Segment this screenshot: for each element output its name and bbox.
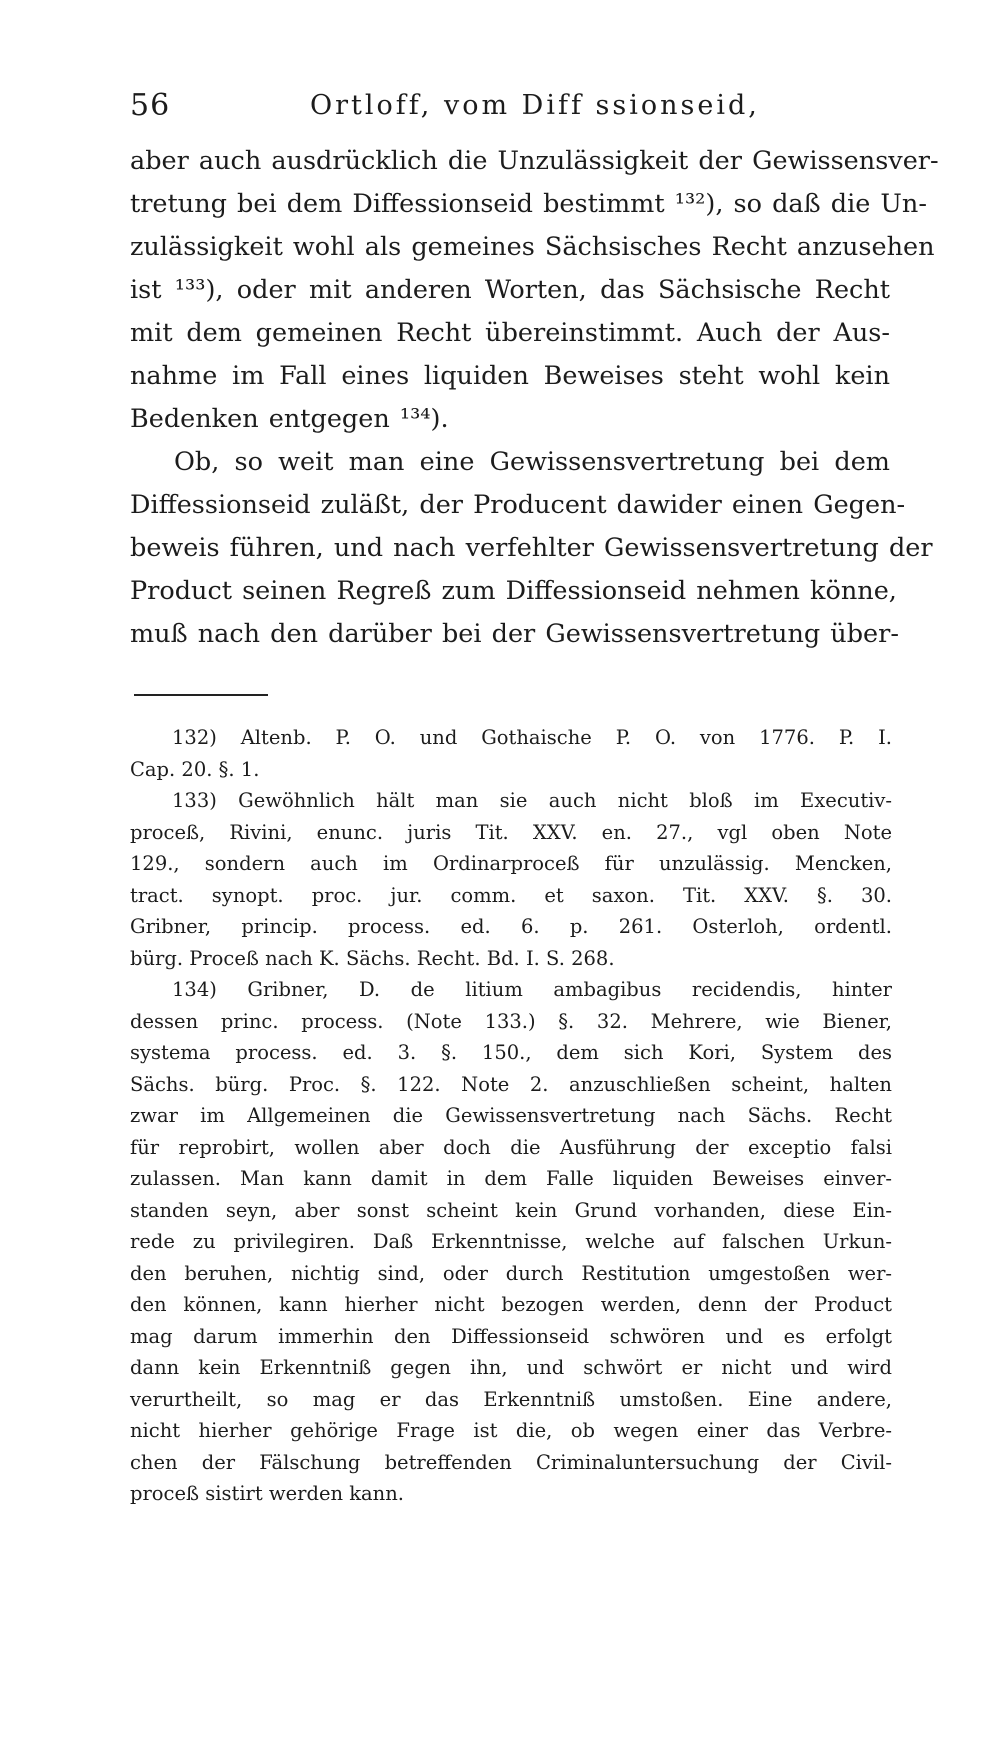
footnote-133	[130, 785, 892, 974]
text-line: zulässigkeit wohl als gemeines Sächsisches Recht anzusehen	[130, 232, 935, 262]
footnote-line: 133) Gewöhnlich hält man sie auch nicht bloß im Executiv-	[172, 789, 892, 812]
text-line: nahme im Fall eines liquiden Beweises steht wohl kein	[130, 361, 890, 391]
footnote-line: 129., sondern auch im Ordinarproceß für unzulässig. Mencken,	[130, 852, 892, 875]
footnote-line: verurtheilt, so mag er das Erkenntniß umstoßen. Eine andere,	[130, 1387, 892, 1411]
text-line: ist ¹³³), oder mit anderen Worten, das Sächsische Recht	[130, 275, 890, 305]
footnote-line: den können, kann hierher nicht bezogen werden, denn der Product	[130, 1293, 892, 1316]
footnote-line: bürg. Proceß nach K. Sächs. Recht. Bd. I. S. 268.	[130, 946, 615, 970]
footnote-line: nicht hierher gehörige Frage ist die, ob wegen einer das Verbre-	[130, 1419, 892, 1442]
footnote-line: standen seyn, aber sonst scheint kein Grund vorhanden, diese Ein-	[130, 1198, 892, 1222]
footnotes	[130, 722, 892, 1510]
text-line: Diffessionseid zuläßt, der Producent dawider einen Gegen-	[130, 490, 906, 520]
footnote-line: proceß sistirt werden kann.	[130, 1482, 404, 1505]
footnote-line: tract. synopt. proc. jur. comm. et saxon. Tit. XXV. §. 30.	[130, 883, 892, 907]
footnote-line: Gribner, princip. process. ed. 6. p. 261. Osterloh, ordentl.	[130, 915, 892, 938]
main-text	[130, 140, 939, 656]
paragraph-1	[130, 140, 939, 441]
footnote-line: für reprobirt, wollen aber doch die Ausführung der exceptio falsi	[130, 1135, 892, 1159]
running-head: Ortloff, vom Diff ssionseid,	[310, 90, 760, 121]
text-line: tretung bei dem Diffessionseid bestimmt ¹³²), so daß die Un-	[130, 189, 927, 219]
footnote-line: den beruhen, nichtig sind, oder durch Restitution umgestoßen wer-	[130, 1261, 892, 1285]
footnote-line: chen der Fälschung betreffenden Criminaluntersuchung der Civil-	[130, 1450, 892, 1474]
footnote-divider	[134, 694, 268, 696]
text-line: Bedenken entgegen ¹³⁴).	[130, 404, 449, 434]
footnote-line: mag darum immerhin den Diffessionseid schwören und es erfolgt	[130, 1324, 892, 1348]
footnote-line: zulassen. Man kann damit in dem Falle liquiden Beweises einver-	[130, 1167, 892, 1190]
footnote-line: Cap. 20. §. 1.	[130, 757, 260, 781]
footnote-line: 134) Gribner, D. de litium ambagibus recidendis, hinter	[172, 978, 892, 1001]
footnote-132	[130, 722, 892, 785]
text-line: beweis führen, und nach verfehlter Gewissensvertretung der	[130, 533, 933, 563]
page-number: 56	[130, 88, 171, 123]
footnote-line: proceß, Rivini, enunc. juris Tit. XXV. en. 27., vgl oben Note	[130, 820, 892, 844]
text-line: muß nach den darüber bei der Gewissensvertretung über-	[130, 619, 899, 649]
footnote-line: 132) Altenb. P. O. und Gothaische P. O. von 1776. P. I.	[172, 726, 892, 749]
footnote-line: zwar im Allgemeinen die Gewissensvertretung nach Sächs. Recht	[130, 1104, 892, 1127]
footnote-line: rede zu privilegiren. Daß Erkenntnisse, welche auf falschen Urkun-	[130, 1230, 892, 1253]
text-line: Ob, so weit man eine Gewissensvertretung bei dem	[174, 447, 890, 477]
footnote-line: systema process. ed. 3. §. 150., dem sich Kori, System des	[130, 1041, 892, 1064]
paragraph-2	[130, 441, 933, 656]
text-line: Product seinen Regreß zum Diffessionseid nehmen könne,	[130, 576, 897, 606]
text-line: aber auch ausdrücklich die Unzulässigkeit der Gewissensver-	[130, 146, 939, 176]
text-line: mit dem gemeinen Recht übereinstimmt. Auch der Aus-	[130, 318, 890, 348]
footnote-line: dann kein Erkenntniß gegen ihn, und schwört er nicht und wird	[130, 1356, 892, 1379]
footnote-line: Sächs. bürg. Proc. §. 122. Note 2. anzuschließen scheint, halten	[130, 1072, 892, 1096]
footnote-line: dessen princ. process. (Note 133.) §. 32. Mehrere, wie Biener,	[130, 1009, 892, 1033]
page-header	[130, 88, 860, 128]
footnote-134	[130, 974, 892, 1510]
